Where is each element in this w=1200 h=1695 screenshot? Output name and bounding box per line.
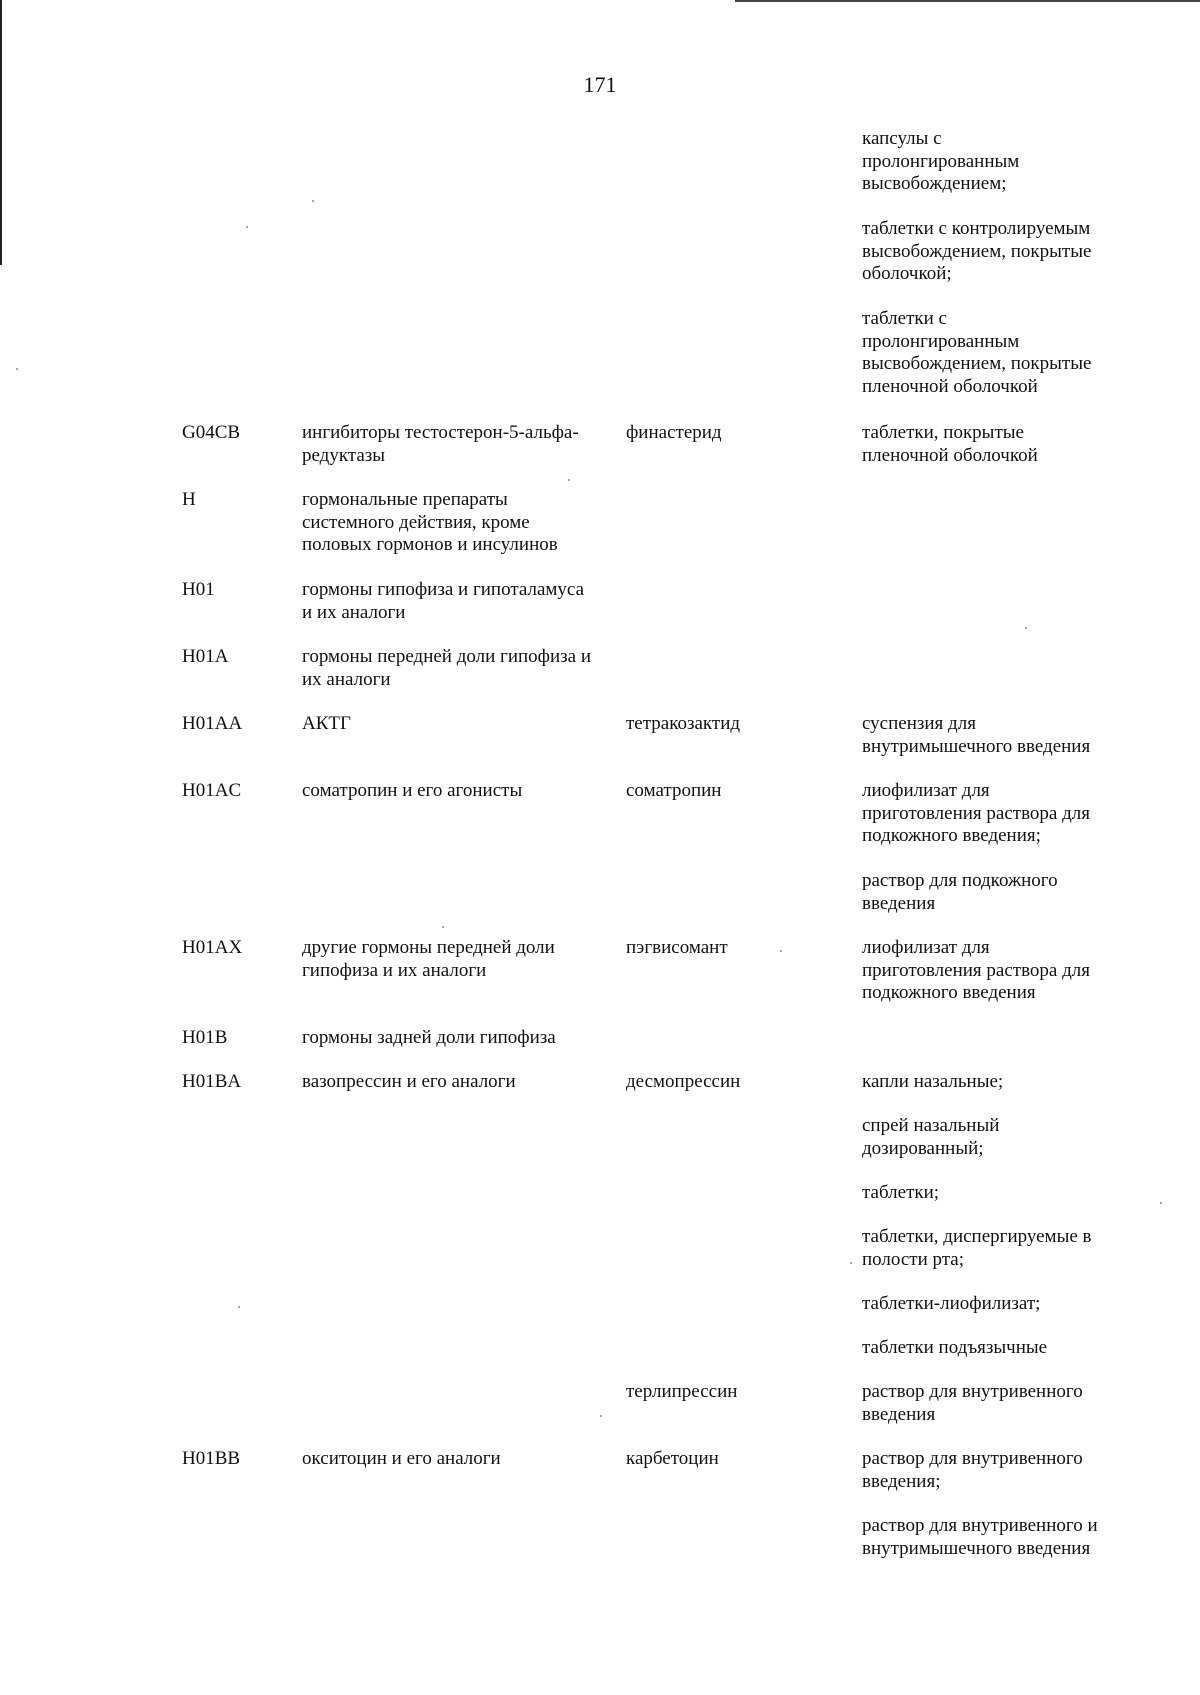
form-cell: таблетки; (862, 1182, 940, 1203)
page-number: 171 (583, 72, 617, 97)
drug-name: финастерид (626, 422, 722, 443)
drug-name: терлипрессин (626, 1381, 738, 1402)
atc-code: H01B (182, 1027, 228, 1048)
atc-code: H01AA (182, 713, 243, 734)
group-name: вазопрессин и его аналоги (302, 1071, 516, 1092)
form-cell: лиофилизат для приготовления раствора для подкожного введения (862, 937, 1090, 1003)
scan-edge-top (735, 0, 1200, 2)
scan-speck (600, 1415, 602, 1417)
group-name: соматропин и его агонисты (302, 780, 523, 801)
form-cell: суспензия для внутримышечного введения (862, 713, 1091, 757)
atc-code: H01 (182, 579, 215, 600)
drug-name: пэгвисомант (626, 937, 728, 958)
scan-speck (238, 1306, 240, 1308)
group-name: гормоны гипофиза и гипоталамуса и их аналоги (302, 579, 585, 623)
scan-speck (1160, 1202, 1162, 1204)
form-cell: таблетки с пролонгированным высвобождением, покрытые пленочной оболочкой (862, 308, 1092, 397)
drug-name: карбетоцин (626, 1448, 719, 1469)
scan-speck (780, 950, 782, 952)
scan-speck (246, 226, 248, 228)
form-cell: капсулы с пролонгированным высвобождением; (862, 128, 1020, 194)
form-cell: таблетки, диспергируемые в полости рта; (862, 1226, 1092, 1270)
group-name: другие гормоны передней доли гипофиза и их аналоги (302, 937, 555, 981)
scan-speck (442, 926, 444, 928)
scan-speck (568, 479, 570, 481)
group-name: гормональные препараты системного действия, кроме половых гормонов и инсулинов (302, 489, 558, 555)
form-cell: таблетки, покрытые пленочной оболочкой (862, 422, 1038, 466)
atc-code: H01AC (182, 780, 242, 801)
atc-code: H01BB (182, 1448, 241, 1469)
scan-speck (1025, 627, 1027, 629)
form-cell: таблетки-лиофилизат; (862, 1293, 1041, 1314)
scan-speck (16, 368, 18, 370)
group-name: гормоны передней доли гипофиза и их аналоги (302, 646, 591, 690)
atc-code: H01BA (182, 1071, 242, 1092)
atc-code: H01AX (182, 937, 243, 958)
form-cell: таблетки подъязычные (862, 1337, 1048, 1358)
atc-code: H01A (182, 646, 229, 667)
form-cell: раствор для внутривенного введения (862, 1381, 1083, 1425)
scan-speck (850, 1262, 852, 1264)
group-name: ингибиторы тестостерон-5-альфа- редуктазы (302, 422, 579, 466)
form-cell: раствор для внутривенного и внутримышечного введения (862, 1515, 1098, 1559)
form-cell: таблетки с контролируемым высвобождением, покрытые оболочкой; (862, 218, 1092, 284)
form-cell: лиофилизат для приготовления раствора для подкожного введения; (862, 780, 1090, 846)
drug-name: соматропин (626, 780, 722, 801)
form-cell: раствор для внутривенного введения; (862, 1448, 1083, 1492)
form-cell: раствор для подкожного введения (862, 870, 1058, 914)
scan-edge-left (0, 0, 2, 265)
form-cell: капли назальные; (862, 1071, 1004, 1092)
group-name: гормоны задней доли гипофиза (302, 1027, 556, 1048)
drug-name: тетракозактид (626, 713, 741, 734)
group-name: окситоцин и его аналоги (302, 1448, 501, 1469)
atc-code: G04CB (182, 422, 241, 443)
group-name: АКТГ (302, 713, 351, 734)
form-cell: спрей назальный дозированный; (862, 1115, 1000, 1159)
scan-speck (312, 200, 314, 202)
drug-name: десмопрессин (626, 1071, 741, 1092)
atc-code: H (182, 489, 196, 510)
